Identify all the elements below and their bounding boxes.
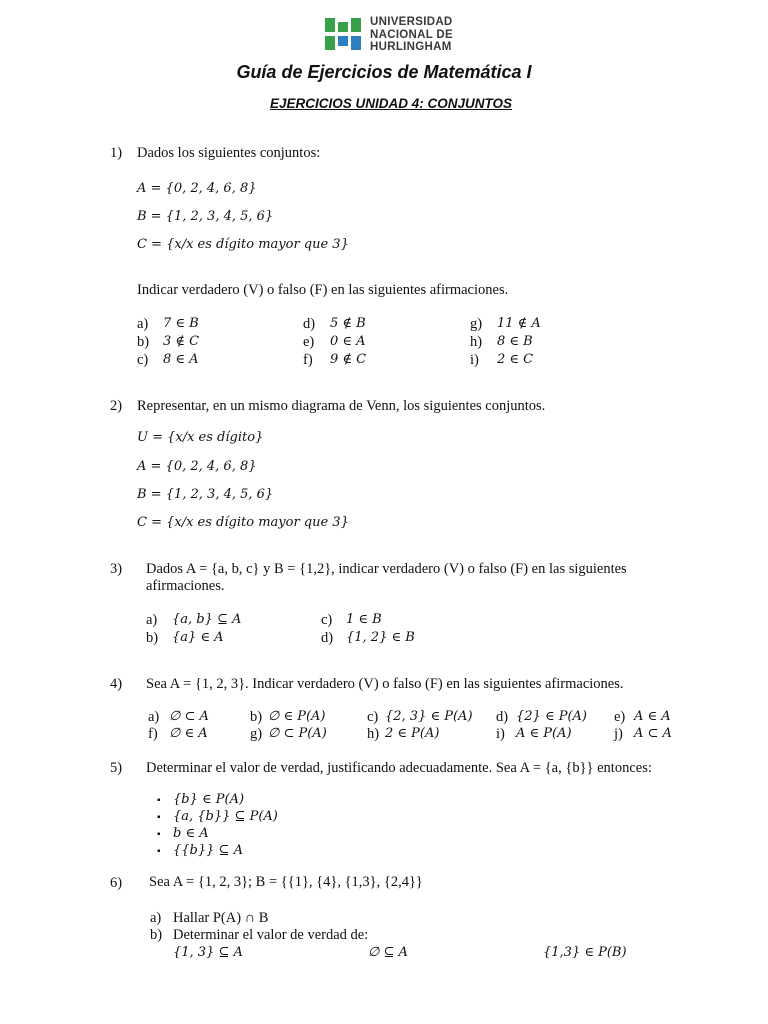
ex4-item-label: j): [614, 726, 623, 742]
ex6-b-label: b): [150, 927, 163, 943]
ex5-bullet-item: {{b}} ⊆ A: [173, 843, 243, 858]
ex4-item-label: g): [250, 726, 263, 742]
ex6-b-text: Determinar el valor de verdad de:: [173, 927, 369, 943]
ex4-item-expr: {2} ∈ P(A): [516, 709, 587, 724]
ex1-item-label: i): [470, 352, 479, 368]
ex6-expr: ∅ ⊆ A: [368, 945, 408, 960]
ex6-intro: Sea A = {1, 2, 3}; B = {{1}, {4}, {1,3}, {2,4}}: [149, 874, 423, 890]
ex4-item-expr: 2 ∈ P(A): [385, 726, 440, 741]
ex4-item-label: d): [496, 709, 509, 725]
ex1-item-expr: 0 ∈ A: [330, 334, 366, 349]
ex3-item-label: c): [321, 612, 333, 628]
ex1-item-label: f): [303, 352, 313, 368]
ex3-item-label: b): [146, 630, 159, 646]
ex1-set-c: C = {x/x es dígito mayor que 3}: [137, 237, 349, 252]
ex1-item-expr: 3 ∉ C: [163, 334, 200, 349]
ex1-item-label: a): [137, 316, 149, 332]
ex3-line2: afirmaciones.: [146, 578, 225, 594]
ex1-item-expr: 9 ∉ C: [330, 352, 367, 367]
ex1-item-expr: 5 ∉ B: [330, 316, 366, 331]
ex1-item-expr: 11 ∉ A: [497, 316, 541, 331]
ex3-number: 3): [110, 561, 123, 577]
ex1-item-expr: 2 ∈ C: [497, 352, 534, 367]
ex3-item-expr: {a, b} ⊆ A: [172, 612, 242, 627]
ex4-number: 4): [110, 676, 123, 692]
ex2-set-b: B = {1, 2, 3, 4, 5, 6}: [137, 487, 274, 502]
ex4-item-expr: A ⊂ A: [634, 726, 672, 741]
ex1-set-b: B = {1, 2, 3, 4, 5, 6}: [137, 209, 274, 224]
ex3-item-expr: {a} ∈ A: [172, 630, 224, 645]
ex4-item-expr: A ∈ A: [634, 709, 671, 724]
ex1-item-label: g): [470, 316, 483, 332]
page-subtitle: EJERCICIOS UNIDAD 4: CONJUNTOS: [270, 96, 513, 111]
ex4-item-label: i): [496, 726, 505, 742]
ex4-item-label: h): [367, 726, 380, 742]
ex2-intro: Representar, en un mismo diagrama de Venn, los siguientes conjuntos.: [137, 398, 546, 414]
ex6-expr: {1,3} ∈ P(B): [543, 945, 627, 960]
ex3-item-expr: {1, 2} ∈ B: [346, 630, 415, 645]
ex4-item-expr: ∅ ∈ A: [169, 726, 208, 741]
ex5-bullet-item: b ∈ A: [173, 826, 209, 841]
ex4-item-expr: {2, 3} ∈ P(A): [385, 709, 473, 724]
bullet-icon: ▪: [157, 846, 161, 857]
bullet-icon: ▪: [157, 795, 161, 806]
ex1-item-expr: 7 ∈ B: [163, 316, 199, 331]
ex1-item-label: b): [137, 334, 150, 350]
university-logo-mark: [325, 16, 365, 57]
ex2-set-a: A = {0, 2, 4, 6, 8}: [137, 459, 257, 474]
ex1-instruction: Indicar verdadero (V) o falso (F) en las siguientes afirmaciones.: [137, 282, 509, 298]
ex1-item-label: d): [303, 316, 316, 332]
ex4-item-label: b): [250, 709, 263, 725]
ex3-item-expr: 1 ∈ B: [346, 612, 382, 627]
ex1-set-a: A = {0, 2, 4, 6, 8}: [137, 181, 257, 196]
ex1-item-expr: 8 ∈ A: [163, 352, 199, 367]
ex6-a-text: Hallar P(A) ∩ B: [173, 910, 269, 926]
ex2-number: 2): [110, 398, 123, 414]
ex3-item-label: a): [146, 612, 158, 628]
logo-line-3: HURLINGHAM: [370, 41, 452, 53]
logo-line-2: NACIONAL DE: [370, 28, 453, 41]
ex3-line1: Dados A = {a, b, c} y B = {1,2}, indicar verdadero (V) o falso (F) en las siguientes: [146, 561, 627, 577]
ex4-item-label: c): [367, 709, 379, 725]
ex4-item-expr: A ∈ P(A): [516, 726, 572, 741]
ex4-intro: Sea A = {1, 2, 3}. Indicar verdadero (V) o falso (F) en las siguientes afirmaciones.: [146, 676, 624, 692]
ex3-item-label: d): [321, 630, 334, 646]
ex4-item-expr: ∅ ⊂ A: [169, 709, 209, 724]
bullet-icon: ▪: [157, 812, 161, 823]
ex4-item-expr: ∅ ⊂ P(A): [268, 726, 327, 741]
ex5-intro: Determinar el valor de verdad, justificando adecuadamente. Sea A = {a, {b}} entonces:: [146, 760, 652, 776]
ex2-set-c: C = {x/x es dígito mayor que 3}: [137, 515, 349, 530]
ex5-number: 5): [110, 760, 123, 776]
ex4-item-label: f): [148, 726, 158, 742]
logo-line-1: UNIVERSIDAD: [370, 16, 453, 28]
university-logo-text: [370, 16, 453, 54]
ex5-bullet-item: {b} ∈ P(A): [173, 792, 245, 807]
ex1-intro: Dados los siguientes conjuntos:: [137, 145, 321, 161]
bullet-icon: ▪: [157, 829, 161, 840]
ex4-item-expr: ∅ ∈ P(A): [268, 709, 326, 724]
ex1-item-expr: 8 ∈ B: [497, 334, 533, 349]
ex4-item-label: e): [614, 709, 626, 725]
ex6-expr: {1, 3} ⊆ A: [173, 945, 243, 960]
ex1-number: 1): [110, 145, 123, 161]
ex1-item-label: c): [137, 352, 149, 368]
ex6-number: 6): [110, 875, 123, 891]
ex1-item-label: e): [303, 334, 315, 350]
ex2-set-u: U = {x/x es dígito}: [137, 430, 264, 445]
ex6-a-label: a): [150, 910, 162, 926]
ex4-item-label: a): [148, 709, 160, 725]
ex5-bullet-item: {a, {b}} ⊆ P(A): [173, 809, 278, 824]
ex1-item-label: h): [470, 334, 483, 350]
page-title: Guía de Ejercicios de Matemática I: [236, 62, 532, 82]
